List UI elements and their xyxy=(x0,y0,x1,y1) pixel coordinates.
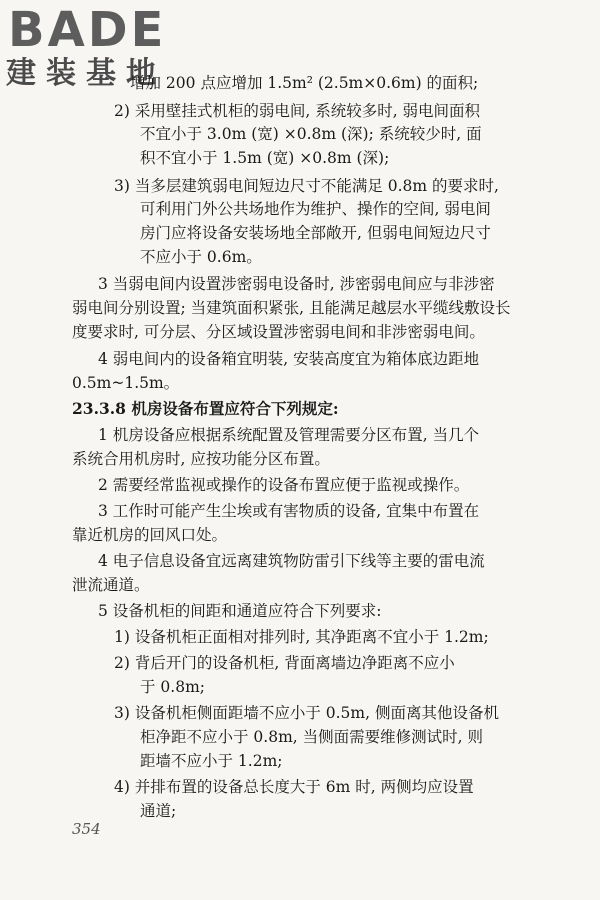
text-line: 5 设备机柜的间距和通道应符合下列要求: xyxy=(98,602,382,620)
page-number: 354 xyxy=(72,820,101,838)
text-line: 不应小于 0.6m。 xyxy=(140,248,262,266)
text-line: 系统合用机房时, 应按功能分区布置。 xyxy=(72,450,330,468)
text-line: 3) 当多层建筑弱电间短边尺寸不能满足 0.8m 的要求时, xyxy=(114,177,499,195)
text-line: 1) 设备机柜正面相对排列时, 其净距离不宜小于 1.2m; xyxy=(114,628,489,646)
text-line: 0.5m~1.5m。 xyxy=(72,374,180,392)
clause-heading: 23.3.8 机房设备布置应符合下列规定: xyxy=(72,399,339,418)
text-line: 2) 背后开门的设备机柜, 背面离墙边净距离不应小 xyxy=(114,654,455,672)
text-line: 弱电间分别设置; 当建筑面积紧张, 且能满足越层水平缆线敷设长 xyxy=(72,299,511,317)
text-line: 3 工作时可能产生尘埃或有害物质的设备, 宜集中布置在 xyxy=(98,502,480,520)
text-line: 2) 采用壁挂式机柜的弱电间, 系统较多时, 弱电间面积 xyxy=(114,102,481,120)
text-line: 度要求时, 可分层、分区域设置涉密弱电间和非涉密弱电间。 xyxy=(72,323,485,341)
text-line: 距墙不应小于 1.2m; xyxy=(140,752,283,770)
text-line: 可利用门外公共场地作为维护、操作的空间, 弱电间 xyxy=(140,200,491,218)
text-line: 4) 并排布置的设备总长度大于 6m 时, 两侧均应设置 xyxy=(114,778,474,796)
logo-brand: BADE xyxy=(8,2,167,58)
text-line: 3 当弱电间内设置涉密弱电设备时, 涉密弱电间应与非涉密 xyxy=(98,275,495,293)
text-line: 4 弱电间内的设备箱宜明装, 安装高度宜为箱体底边距地 xyxy=(98,350,480,368)
text-line: 4 电子信息设备宜远离建筑物防雷引下线等主要的雷电流 xyxy=(98,552,485,570)
logo-subtitle: 建装基地 xyxy=(6,56,166,91)
text-line: 靠近机房的回风口处。 xyxy=(72,526,228,544)
text-line: 3) 设备机柜侧面距墙不应小于 0.5m, 侧面离其他设备机 xyxy=(114,704,499,722)
text-line: 于 0.8m; xyxy=(140,678,205,696)
text-line: 泄流通道。 xyxy=(72,576,150,594)
text-line: 通道; xyxy=(140,802,177,820)
text-line: 房门应将设备安装场地全部敞开, 但弱电间短边尺寸 xyxy=(140,224,491,242)
text-line: 不宜小于 3.0m (宽) ×0.8m (深); 系统较少时, 面 xyxy=(140,125,482,143)
text-line: 增加 200 点应增加 1.5m² (2.5m×0.6m) 的面积; xyxy=(130,74,479,92)
text-line: 1 机房设备应根据系统配置及管理需要分区布置, 当几个 xyxy=(98,426,480,444)
text-line: 积不宜小于 1.5m (宽) ×0.8m (深); xyxy=(140,149,390,167)
text-line: 2 需要经常监视或操作的设备布置应便于监视或操作。 xyxy=(98,476,470,494)
text-line: 柜净距不应小于 0.8m, 当侧面需要维修测试时, 则 xyxy=(140,728,483,746)
